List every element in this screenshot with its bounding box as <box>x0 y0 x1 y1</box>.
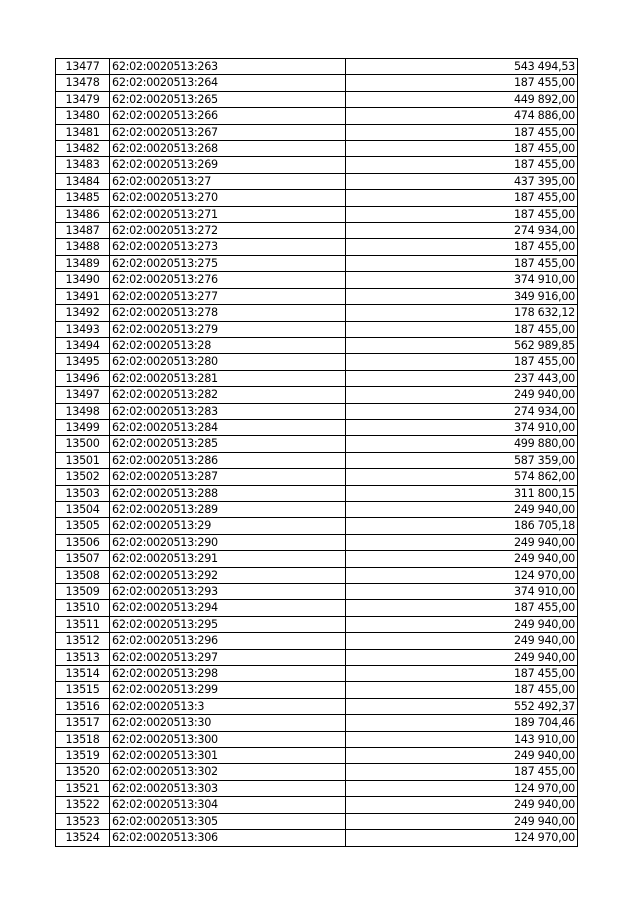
cadastral-value-cell: 562 989,85 <box>346 337 578 353</box>
cadastral-number-cell: 62:02:0020513:271 <box>110 206 346 222</box>
cadastral-value-cell: 187 455,00 <box>346 354 578 370</box>
cadastral-number-cell: 62:02:0020513:270 <box>110 190 346 206</box>
cadastral-value-cell: 124 970,00 <box>346 780 578 796</box>
cadastral-number-cell: 62:02:0020513:306 <box>110 830 346 846</box>
cadastral-value-cell: 178 632,12 <box>346 305 578 321</box>
cadastral-value-cell: 187 455,00 <box>346 190 578 206</box>
table-row <box>56 567 578 583</box>
table-row <box>56 584 578 600</box>
cadastral-value-cell: 187 455,00 <box>346 600 578 616</box>
table-row <box>56 518 578 534</box>
row-number-cell: 13481 <box>56 124 110 140</box>
row-number-cell: 13523 <box>56 813 110 829</box>
cadastral-value-cell: 249 940,00 <box>346 501 578 517</box>
cadastral-number-cell: 62:02:0020513:264 <box>110 75 346 91</box>
cadastral-number-cell: 62:02:0020513:293 <box>110 584 346 600</box>
row-number-cell: 13499 <box>56 419 110 435</box>
table-row <box>56 272 578 288</box>
table-row <box>56 715 578 731</box>
row-number-cell: 13501 <box>56 452 110 468</box>
cadastral-value-cell: 187 455,00 <box>346 141 578 157</box>
cadastral-number-cell: 62:02:0020513:292 <box>110 567 346 583</box>
row-number-cell: 13520 <box>56 764 110 780</box>
cadastral-value-cell: 552 492,37 <box>346 698 578 714</box>
cadastral-number-cell: 62:02:0020513:298 <box>110 666 346 682</box>
cadastral-number-cell: 62:02:0020513:280 <box>110 354 346 370</box>
cadastral-number-cell: 62:02:0020513:263 <box>110 59 346 75</box>
table-row <box>56 370 578 386</box>
table-row <box>56 190 578 206</box>
row-number-cell: 13522 <box>56 797 110 813</box>
cadastral-number-cell: 62:02:0020513:285 <box>110 436 346 452</box>
table-row <box>56 649 578 665</box>
cadastral-number-cell: 62:02:0020513:268 <box>110 141 346 157</box>
cadastral-number-cell: 62:02:0020513:290 <box>110 534 346 550</box>
cadastral-value-cell: 374 910,00 <box>346 584 578 600</box>
cadastral-value-cell: 249 940,00 <box>346 616 578 632</box>
table-row <box>56 124 578 140</box>
cadastral-value-cell: 499 880,00 <box>346 436 578 452</box>
cadastral-number-cell: 62:02:0020513:302 <box>110 764 346 780</box>
row-number-cell: 13510 <box>56 600 110 616</box>
cadastral-value-cell: 249 940,00 <box>346 534 578 550</box>
cadastral-number-cell: 62:02:0020513:300 <box>110 731 346 747</box>
cadastral-number-cell: 62:02:0020513:281 <box>110 370 346 386</box>
cadastral-value-cell: 249 940,00 <box>346 649 578 665</box>
cadastral-number-cell: 62:02:0020513:301 <box>110 748 346 764</box>
table-row <box>56 616 578 632</box>
row-number-cell: 13490 <box>56 272 110 288</box>
cadastral-number-cell: 62:02:0020513:282 <box>110 387 346 403</box>
cadastral-value-cell: 143 910,00 <box>346 731 578 747</box>
row-number-cell: 13489 <box>56 255 110 271</box>
table-row <box>56 223 578 239</box>
cadastral-number-cell: 62:02:0020513:286 <box>110 452 346 468</box>
table-row <box>56 59 578 75</box>
table-row <box>56 748 578 764</box>
cadastral-number-cell: 62:02:0020513:273 <box>110 239 346 255</box>
table-row <box>56 731 578 747</box>
table-row <box>56 633 578 649</box>
row-number-cell: 13480 <box>56 108 110 124</box>
table-row <box>56 764 578 780</box>
cadastral-number-cell: 62:02:0020513:294 <box>110 600 346 616</box>
row-number-cell: 13514 <box>56 666 110 682</box>
table-row <box>56 321 578 337</box>
table-row <box>56 469 578 485</box>
cadastral-value-cell: 474 886,00 <box>346 108 578 124</box>
cadastral-value-cell: 189 704,46 <box>346 715 578 731</box>
table-row <box>56 551 578 567</box>
cadastral-value-cell: 311 800,15 <box>346 485 578 501</box>
cadastral-value-cell: 187 455,00 <box>346 682 578 698</box>
cadastral-value-cell: 187 455,00 <box>346 124 578 140</box>
cadastral-value-cell: 187 455,00 <box>346 764 578 780</box>
table-row <box>56 534 578 550</box>
cadastral-value-cell: 187 455,00 <box>346 666 578 682</box>
cadastral-value-cell: 374 910,00 <box>346 419 578 435</box>
row-number-cell: 13497 <box>56 387 110 403</box>
row-number-cell: 13509 <box>56 584 110 600</box>
table-row <box>56 403 578 419</box>
row-number-cell: 13484 <box>56 173 110 189</box>
table-row <box>56 452 578 468</box>
cadastral-number-cell: 62:02:0020513:29 <box>110 518 346 534</box>
row-number-cell: 13488 <box>56 239 110 255</box>
table-row <box>56 830 578 846</box>
cadastral-number-cell: 62:02:0020513:283 <box>110 403 346 419</box>
table-row <box>56 436 578 452</box>
row-number-cell: 13515 <box>56 682 110 698</box>
cadastral-value-cell: 274 934,00 <box>346 223 578 239</box>
cadastral-value-cell: 187 455,00 <box>346 75 578 91</box>
table-row <box>56 354 578 370</box>
table-row <box>56 108 578 124</box>
cadastral-value-cell: 237 443,00 <box>346 370 578 386</box>
row-number-cell: 13487 <box>56 223 110 239</box>
row-number-cell: 13500 <box>56 436 110 452</box>
row-number-cell: 13483 <box>56 157 110 173</box>
cadastral-value-table <box>55 58 578 847</box>
cadastral-value-cell: 186 705,18 <box>346 518 578 534</box>
cadastral-value-cell: 574 862,00 <box>346 469 578 485</box>
cadastral-number-cell: 62:02:0020513:269 <box>110 157 346 173</box>
table-row <box>56 698 578 714</box>
cadastral-number-cell: 62:02:0020513:278 <box>110 305 346 321</box>
cadastral-number-cell: 62:02:0020513:28 <box>110 337 346 353</box>
row-number-cell: 13506 <box>56 534 110 550</box>
table-row <box>56 797 578 813</box>
row-number-cell: 13485 <box>56 190 110 206</box>
row-number-cell: 13478 <box>56 75 110 91</box>
row-number-cell: 13511 <box>56 616 110 632</box>
cadastral-number-cell: 62:02:0020513:297 <box>110 649 346 665</box>
table-row <box>56 780 578 796</box>
row-number-cell: 13519 <box>56 748 110 764</box>
cadastral-number-cell: 62:02:0020513:30 <box>110 715 346 731</box>
cadastral-value-cell: 124 970,00 <box>346 830 578 846</box>
table-body <box>56 59 578 847</box>
cadastral-value-cell: 249 940,00 <box>346 813 578 829</box>
row-number-cell: 13494 <box>56 337 110 353</box>
cadastral-value-cell: 274 934,00 <box>346 403 578 419</box>
cadastral-number-cell: 62:02:0020513:303 <box>110 780 346 796</box>
cadastral-number-cell: 62:02:0020513:3 <box>110 698 346 714</box>
cadastral-number-cell: 62:02:0020513:27 <box>110 173 346 189</box>
table-row <box>56 173 578 189</box>
cadastral-number-cell: 62:02:0020513:265 <box>110 91 346 107</box>
cadastral-number-cell: 62:02:0020513:266 <box>110 108 346 124</box>
row-number-cell: 13521 <box>56 780 110 796</box>
cadastral-value-cell: 437 395,00 <box>346 173 578 189</box>
cadastral-value-cell: 349 916,00 <box>346 288 578 304</box>
cadastral-number-cell: 62:02:0020513:276 <box>110 272 346 288</box>
cadastral-value-cell: 249 940,00 <box>346 387 578 403</box>
cadastral-number-cell: 62:02:0020513:277 <box>110 288 346 304</box>
table-row <box>56 337 578 353</box>
table-row <box>56 288 578 304</box>
cadastral-number-cell: 62:02:0020513:272 <box>110 223 346 239</box>
row-number-cell: 13482 <box>56 141 110 157</box>
cadastral-value-cell: 187 455,00 <box>346 321 578 337</box>
cadastral-value-cell: 374 910,00 <box>346 272 578 288</box>
row-number-cell: 13516 <box>56 698 110 714</box>
table-row <box>56 501 578 517</box>
cadastral-value-cell: 449 892,00 <box>346 91 578 107</box>
table-row <box>56 141 578 157</box>
row-number-cell: 13492 <box>56 305 110 321</box>
row-number-cell: 13517 <box>56 715 110 731</box>
table-row <box>56 206 578 222</box>
row-number-cell: 13502 <box>56 469 110 485</box>
table-row <box>56 305 578 321</box>
row-number-cell: 13505 <box>56 518 110 534</box>
document-page <box>55 58 578 847</box>
table-row <box>56 419 578 435</box>
table-row <box>56 485 578 501</box>
cadastral-number-cell: 62:02:0020513:267 <box>110 124 346 140</box>
cadastral-value-cell: 187 455,00 <box>346 239 578 255</box>
row-number-cell: 13504 <box>56 501 110 517</box>
table-row <box>56 75 578 91</box>
cadastral-number-cell: 62:02:0020513:291 <box>110 551 346 567</box>
cadastral-number-cell: 62:02:0020513:305 <box>110 813 346 829</box>
row-number-cell: 13496 <box>56 370 110 386</box>
row-number-cell: 13493 <box>56 321 110 337</box>
cadastral-number-cell: 62:02:0020513:287 <box>110 469 346 485</box>
cadastral-value-cell: 543 494,53 <box>346 59 578 75</box>
cadastral-number-cell: 62:02:0020513:289 <box>110 501 346 517</box>
cadastral-value-cell: 249 940,00 <box>346 797 578 813</box>
table-row <box>56 157 578 173</box>
cadastral-number-cell: 62:02:0020513:279 <box>110 321 346 337</box>
row-number-cell: 13495 <box>56 354 110 370</box>
table-row <box>56 91 578 107</box>
cadastral-value-cell: 187 455,00 <box>346 255 578 271</box>
row-number-cell: 13491 <box>56 288 110 304</box>
cadastral-value-cell: 124 970,00 <box>346 567 578 583</box>
row-number-cell: 13503 <box>56 485 110 501</box>
row-number-cell: 13498 <box>56 403 110 419</box>
row-number-cell: 13524 <box>56 830 110 846</box>
cadastral-value-cell: 587 359,00 <box>346 452 578 468</box>
cadastral-number-cell: 62:02:0020513:284 <box>110 419 346 435</box>
table-row <box>56 813 578 829</box>
table-row <box>56 255 578 271</box>
row-number-cell: 13512 <box>56 633 110 649</box>
row-number-cell: 13477 <box>56 59 110 75</box>
row-number-cell: 13507 <box>56 551 110 567</box>
table-row <box>56 666 578 682</box>
cadastral-number-cell: 62:02:0020513:275 <box>110 255 346 271</box>
row-number-cell: 13518 <box>56 731 110 747</box>
table-row <box>56 682 578 698</box>
cadastral-number-cell: 62:02:0020513:288 <box>110 485 346 501</box>
cadastral-number-cell: 62:02:0020513:304 <box>110 797 346 813</box>
cadastral-value-cell: 187 455,00 <box>346 157 578 173</box>
row-number-cell: 13486 <box>56 206 110 222</box>
cadastral-value-cell: 249 940,00 <box>346 551 578 567</box>
cadastral-value-cell: 249 940,00 <box>346 748 578 764</box>
row-number-cell: 13479 <box>56 91 110 107</box>
table-row <box>56 600 578 616</box>
cadastral-number-cell: 62:02:0020513:296 <box>110 633 346 649</box>
row-number-cell: 13513 <box>56 649 110 665</box>
cadastral-number-cell: 62:02:0020513:299 <box>110 682 346 698</box>
cadastral-value-cell: 187 455,00 <box>346 206 578 222</box>
cadastral-value-cell: 249 940,00 <box>346 633 578 649</box>
row-number-cell: 13508 <box>56 567 110 583</box>
table-row <box>56 239 578 255</box>
cadastral-number-cell: 62:02:0020513:295 <box>110 616 346 632</box>
table-row <box>56 387 578 403</box>
